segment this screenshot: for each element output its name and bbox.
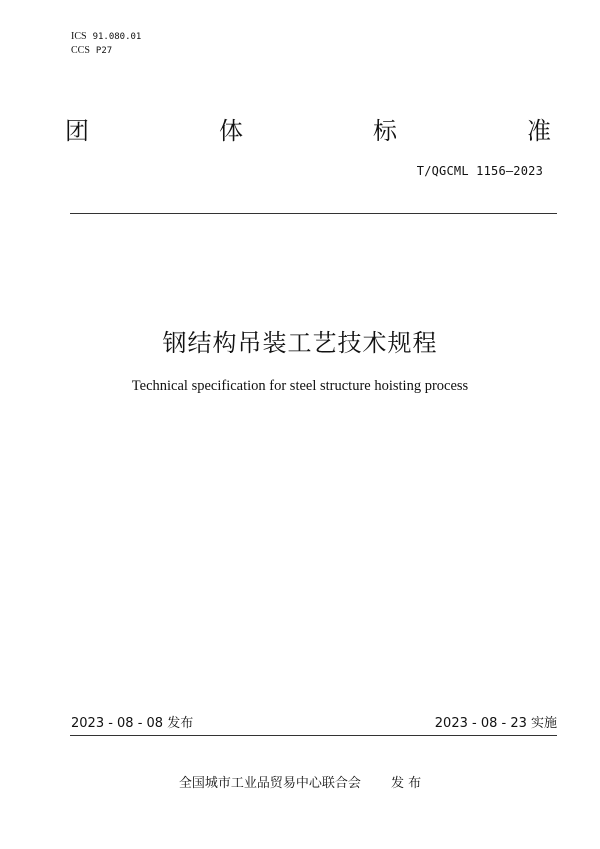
issuer-line	[0, 776, 600, 792]
issuer-organization: 全国城市工业品贸易中心联合会	[178, 776, 361, 791]
top-divider	[70, 213, 557, 214]
issuer-action: 发 布	[390, 776, 422, 791]
ccs-line	[71, 45, 112, 57]
ccs-code: P27	[95, 46, 113, 56]
title-chinese: 钢结构吊装工艺技术规程	[162, 329, 438, 357]
publish-date: 2023 - 08 - 08 发布	[71, 716, 194, 731]
ics-code: 91.080.01	[92, 32, 142, 42]
standard-type-char-3: 标	[373, 117, 397, 145]
bottom-divider	[70, 735, 557, 736]
ics-label: ICS	[71, 31, 87, 42]
title-english: Technical specification for steel structure hoisting process	[131, 378, 469, 394]
standard-number: T/QGCML 1156—2023	[416, 164, 543, 178]
standard-type-char-1: 团	[65, 117, 89, 145]
ccs-label: CCS	[71, 45, 90, 56]
ics-line	[71, 31, 141, 43]
standard-type-char-4: 准	[527, 117, 551, 145]
implement-date: 2023 - 08 - 23 实施	[434, 716, 557, 731]
standard-type-char-2: 体	[219, 117, 243, 145]
